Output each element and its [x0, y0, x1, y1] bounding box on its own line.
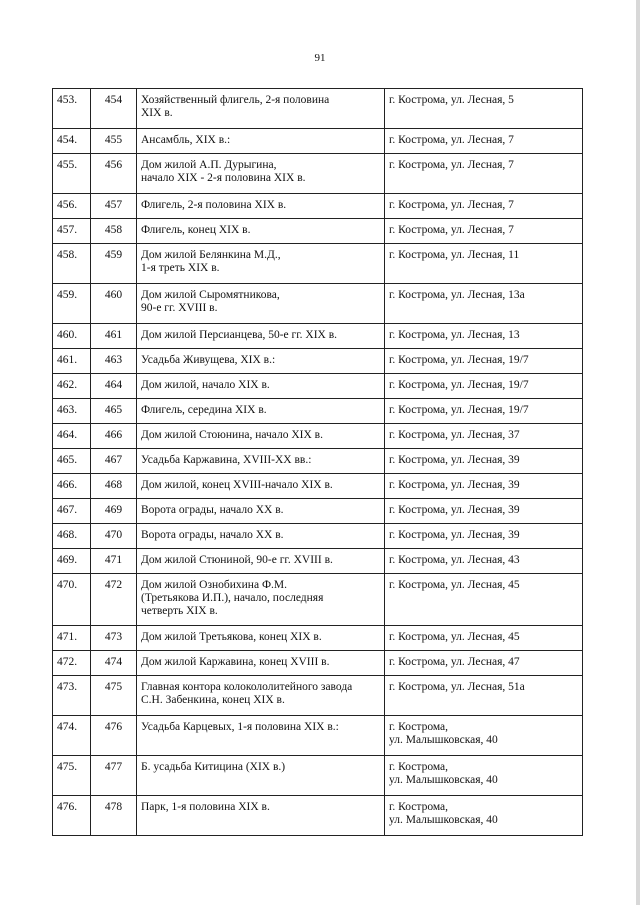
row-number-cell	[53, 449, 91, 474]
object-number: 457	[104, 199, 123, 211]
object-number-cell	[91, 524, 137, 549]
row-number: 458.	[57, 249, 78, 261]
object-address-cell	[385, 154, 583, 194]
table-row	[53, 284, 583, 324]
object-name: Усадьба Живущева, XIX в.:	[141, 354, 276, 366]
object-name-cell	[137, 424, 385, 449]
object-name-cell	[137, 244, 385, 284]
heritage-registry-table	[52, 88, 583, 836]
row-number-cell	[53, 524, 91, 549]
row-number: 468.	[57, 529, 78, 541]
row-number: 463.	[57, 404, 78, 416]
object-name-cell	[137, 219, 385, 244]
row-number: 471.	[57, 631, 78, 643]
object-number: 464	[104, 379, 123, 391]
object-name-cell	[137, 399, 385, 424]
object-address-cell	[385, 574, 583, 626]
object-address: г. Кострома, ул. Лесная, 39	[389, 504, 520, 516]
object-address: г. Кострома, ул. Малышковская, 40	[389, 721, 498, 746]
object-address-cell	[385, 349, 583, 374]
object-number-cell	[91, 626, 137, 651]
row-number: 462.	[57, 379, 78, 391]
object-name: Парк, 1-я половина XIX в.	[141, 801, 270, 813]
row-number: 454.	[57, 134, 78, 146]
object-name-cell	[137, 349, 385, 374]
object-number-cell	[91, 651, 137, 676]
object-number: 478	[104, 801, 123, 813]
table-row	[53, 524, 583, 549]
row-number-cell	[53, 154, 91, 194]
row-number: 461.	[57, 354, 78, 366]
table-row	[53, 374, 583, 399]
table-row	[53, 219, 583, 244]
object-number: 461	[104, 329, 123, 341]
object-number-cell	[91, 154, 137, 194]
object-name-cell	[137, 651, 385, 676]
object-address: г. Кострома, ул. Лесная, 7	[389, 224, 514, 236]
table-row	[53, 651, 583, 676]
object-address-cell	[385, 716, 583, 756]
object-name: Ворота ограды, начало XX в.	[141, 529, 284, 541]
object-number-cell	[91, 449, 137, 474]
row-number: 456.	[57, 199, 78, 211]
object-name: Усадьба Каржавина, XVIII-XX вв.:	[141, 454, 312, 466]
object-address: г. Кострома, ул. Лесная, 13а	[389, 289, 525, 301]
object-number-cell	[91, 676, 137, 716]
object-number: 475	[104, 681, 123, 693]
row-number-cell	[53, 284, 91, 324]
row-number: 457.	[57, 224, 78, 236]
object-number-cell	[91, 244, 137, 284]
object-name-cell	[137, 499, 385, 524]
object-number: 469	[104, 504, 123, 516]
object-number: 468	[104, 479, 123, 491]
object-address-cell	[385, 89, 583, 129]
object-number: 472	[104, 579, 123, 591]
table-row	[53, 676, 583, 716]
table-row	[53, 474, 583, 499]
object-name: Дом жилой Белянкина М.Д., 1-я треть XIX в.	[141, 249, 281, 274]
object-name-cell	[137, 154, 385, 194]
row-number-cell	[53, 716, 91, 756]
table-row	[53, 399, 583, 424]
object-address: г. Кострома, ул. Лесная, 7	[389, 159, 514, 171]
row-number-cell	[53, 424, 91, 449]
object-name: Дом жилой Ознобихина Ф.М. (Третьякова И.П.), начало, последняя четверть XIX в.	[141, 579, 324, 617]
object-address: г. Кострома, ул. Лесная, 39	[389, 454, 520, 466]
object-address: г. Кострома, ул. Лесная, 47	[389, 656, 520, 668]
object-number-cell	[91, 89, 137, 129]
object-address: г. Кострома, ул. Лесная, 45	[389, 631, 520, 643]
table-row	[53, 449, 583, 474]
object-address: г. Кострома, ул. Лесная, 39	[389, 479, 520, 491]
object-address: г. Кострома, ул. Малышковская, 40	[389, 801, 498, 826]
row-number: 460.	[57, 329, 78, 341]
table-row	[53, 716, 583, 756]
object-name: Флигель, середина XIX в.	[141, 404, 267, 416]
row-number: 475.	[57, 761, 78, 773]
row-number: 470.	[57, 579, 78, 591]
row-number-cell	[53, 474, 91, 499]
row-number: 474.	[57, 721, 78, 733]
object-number: 471	[104, 554, 123, 566]
object-name-cell	[137, 796, 385, 836]
object-number: 473	[104, 631, 123, 643]
object-address: г. Кострома, ул. Лесная, 11	[389, 249, 520, 261]
object-address: г. Кострома, ул. Лесная, 7	[389, 199, 514, 211]
table-row	[53, 89, 583, 129]
table-row	[53, 626, 583, 651]
object-address-cell	[385, 449, 583, 474]
object-number: 458	[104, 224, 123, 236]
row-number-cell	[53, 796, 91, 836]
object-address-cell	[385, 756, 583, 796]
table-row	[53, 324, 583, 349]
object-address-cell	[385, 244, 583, 284]
object-address: г. Кострома, ул. Лесная, 13	[389, 329, 520, 341]
object-address: г. Кострома, ул. Лесная, 37	[389, 429, 520, 441]
object-number-cell	[91, 324, 137, 349]
object-name-cell	[137, 756, 385, 796]
object-name-cell	[137, 716, 385, 756]
object-number: 467	[104, 454, 123, 466]
object-name-cell	[137, 129, 385, 154]
object-address: г. Кострома, ул. Лесная, 45	[389, 579, 520, 591]
row-number-cell	[53, 374, 91, 399]
row-number-cell	[53, 499, 91, 524]
object-name: Дом жилой, начало XIX в.	[141, 379, 270, 391]
object-address-cell	[385, 374, 583, 399]
row-number: 473.	[57, 681, 78, 693]
object-name: Дом жилой, конец XVIII-начало XIX в.	[141, 479, 333, 491]
object-address: г. Кострома, ул. Лесная, 19/7	[389, 404, 529, 416]
row-number-cell	[53, 324, 91, 349]
object-number: 463	[104, 354, 123, 366]
row-number: 476.	[57, 801, 78, 813]
object-number-cell	[91, 796, 137, 836]
object-address: г. Кострома, ул. Лесная, 5	[389, 94, 514, 106]
row-number-cell	[53, 89, 91, 129]
table-row	[53, 154, 583, 194]
object-address: г. Кострома, ул. Лесная, 39	[389, 529, 520, 541]
row-number-cell	[53, 626, 91, 651]
page-number: 91	[314, 52, 326, 64]
object-address: г. Кострома, ул. Лесная, 19/7	[389, 354, 529, 366]
object-name: Флигель, 2-я половина XIX в.	[141, 199, 287, 211]
object-number: 456	[104, 159, 123, 171]
object-name: Дом жилой А.П. Дурыгина, начало XIX - 2-я половина XIX в.	[141, 159, 306, 184]
object-name-cell	[137, 574, 385, 626]
row-number: 467.	[57, 504, 78, 516]
row-number-cell	[53, 549, 91, 574]
object-address: г. Кострома, ул. Лесная, 43	[389, 554, 520, 566]
row-number-cell	[53, 676, 91, 716]
object-address-cell	[385, 399, 583, 424]
table-row	[53, 756, 583, 796]
row-number: 459.	[57, 289, 78, 301]
object-address-cell	[385, 524, 583, 549]
object-address-cell	[385, 194, 583, 219]
object-name: Дом жилой Стоюнина, начало XIX в.	[141, 429, 323, 441]
object-name: Дом жилой Каржавина, конец XVIII в.	[141, 656, 330, 668]
object-address-cell	[385, 129, 583, 154]
object-name-cell	[137, 676, 385, 716]
table-row	[53, 549, 583, 574]
object-address: г. Кострома, ул. Малышковская, 40	[389, 761, 498, 786]
object-name: Хозяйственный флигель, 2-я половина XIX в.	[141, 94, 330, 119]
object-number-cell	[91, 756, 137, 796]
object-number-cell	[91, 284, 137, 324]
row-number-cell	[53, 349, 91, 374]
object-address: г. Кострома, ул. Лесная, 51а	[389, 681, 525, 693]
object-address-cell	[385, 219, 583, 244]
row-number-cell	[53, 194, 91, 219]
row-number-cell	[53, 399, 91, 424]
object-number: 454	[104, 94, 123, 106]
object-name-cell	[137, 284, 385, 324]
table-row	[53, 349, 583, 374]
table-row	[53, 499, 583, 524]
row-number-cell	[53, 756, 91, 796]
table-row	[53, 194, 583, 219]
object-number-cell	[91, 194, 137, 219]
object-address-cell	[385, 499, 583, 524]
object-name-cell	[137, 474, 385, 499]
object-address: г. Кострома, ул. Лесная, 7	[389, 134, 514, 146]
object-number-cell	[91, 549, 137, 574]
object-name-cell	[137, 549, 385, 574]
object-name: Дом жилой Стюниной, 90-е гг. XVIII в.	[141, 554, 333, 566]
object-address: г. Кострома, ул. Лесная, 19/7	[389, 379, 529, 391]
object-name-cell	[137, 324, 385, 349]
object-name-cell	[137, 194, 385, 219]
object-number: 465	[104, 404, 123, 416]
table-body	[53, 89, 583, 836]
object-number-cell	[91, 219, 137, 244]
object-name: Дом жилой Третьякова, конец XIX в.	[141, 631, 322, 643]
object-name-cell	[137, 449, 385, 474]
row-number: 466.	[57, 479, 78, 491]
object-name-cell	[137, 524, 385, 549]
object-address-cell	[385, 474, 583, 499]
object-number-cell	[91, 574, 137, 626]
table-row	[53, 244, 583, 284]
object-number: 477	[104, 761, 123, 773]
object-name: Дом жилой Сыромятникова, 90-е гг. XVIII в.	[141, 289, 280, 314]
object-address-cell	[385, 796, 583, 836]
row-number-cell	[53, 651, 91, 676]
object-address-cell	[385, 651, 583, 676]
object-number-cell	[91, 474, 137, 499]
object-name: Ворота ограды, начало XX в.	[141, 504, 284, 516]
object-number: 474	[104, 656, 123, 668]
object-name: Усадьба Карцевых, 1-я половина XIX в.:	[141, 721, 339, 733]
scan-edge	[636, 0, 640, 905]
object-name-cell	[137, 374, 385, 399]
object-name-cell	[137, 89, 385, 129]
object-address-cell	[385, 549, 583, 574]
row-number: 455.	[57, 159, 78, 171]
object-number-cell	[91, 129, 137, 154]
object-number: 466	[104, 429, 123, 441]
row-number: 472.	[57, 656, 78, 668]
object-name-cell	[137, 626, 385, 651]
object-number: 455	[104, 134, 123, 146]
object-number-cell	[91, 424, 137, 449]
object-name: Дом жилой Персианцева, 50-е гг. XIX в.	[141, 329, 338, 341]
row-number-cell	[53, 129, 91, 154]
object-number: 459	[104, 249, 123, 261]
object-number-cell	[91, 349, 137, 374]
object-name: Флигель, конец XIX в.	[141, 224, 251, 236]
row-number: 469.	[57, 554, 78, 566]
row-number-cell	[53, 219, 91, 244]
object-number-cell	[91, 374, 137, 399]
object-name: Б. усадьба Китицина (XIX в.)	[141, 761, 286, 773]
row-number: 453.	[57, 94, 78, 106]
object-number-cell	[91, 716, 137, 756]
object-number: 476	[104, 721, 123, 733]
object-name: Ансамбль, XIX в.:	[141, 134, 231, 146]
row-number-cell	[53, 574, 91, 626]
row-number: 464.	[57, 429, 78, 441]
table-row	[53, 796, 583, 836]
object-number-cell	[91, 399, 137, 424]
object-address-cell	[385, 324, 583, 349]
object-address-cell	[385, 424, 583, 449]
object-address-cell	[385, 676, 583, 716]
table-row	[53, 129, 583, 154]
object-number: 460	[104, 289, 123, 301]
object-address-cell	[385, 284, 583, 324]
row-number-cell	[53, 244, 91, 284]
object-number: 470	[104, 529, 123, 541]
object-name: Главная контора колокололитейного завода С.Н. Забенкина, конец XIX в.	[141, 681, 353, 706]
row-number: 465.	[57, 454, 78, 466]
table-row	[53, 574, 583, 626]
table-row	[53, 424, 583, 449]
object-number-cell	[91, 499, 137, 524]
object-address-cell	[385, 626, 583, 651]
